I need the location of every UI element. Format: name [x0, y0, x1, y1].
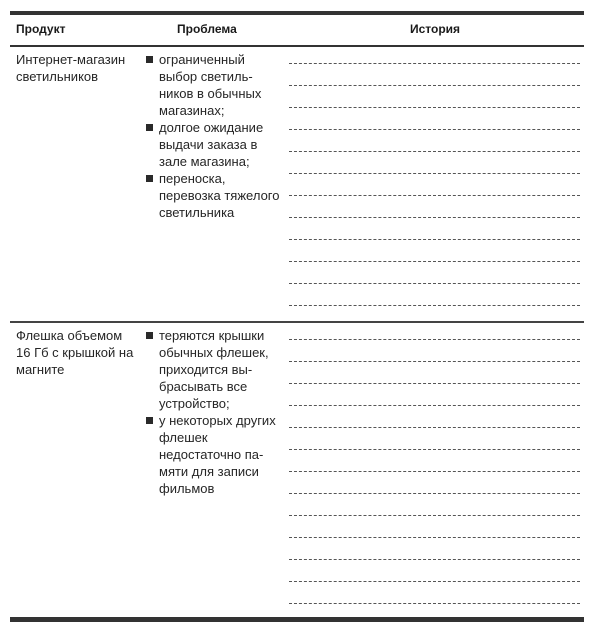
problem-list	[144, 51, 284, 221]
story-write-line[interactable]	[289, 261, 580, 262]
square-bullet-icon	[146, 124, 153, 131]
story-write-line[interactable]	[289, 63, 580, 64]
story-write-line[interactable]	[289, 427, 580, 428]
problem-text: у некоторых других флешек недостаточно па-мяти для записи фильмов	[159, 413, 276, 496]
story-write-line[interactable]	[289, 151, 580, 152]
story-write-line[interactable]	[289, 361, 580, 362]
problem-text: теряются крышки обычных флешек, приходится вы-брасывать все устройство;	[159, 328, 269, 411]
problem-list	[144, 327, 284, 497]
product-cell: Флешка объемом 16 Гб с крышкой на магните	[16, 328, 134, 377]
story-write-line[interactable]	[289, 305, 580, 306]
story-write-line[interactable]	[289, 559, 580, 560]
story-write-line[interactable]	[289, 283, 580, 284]
story-write-line[interactable]	[289, 239, 580, 240]
story-write-line[interactable]	[289, 217, 580, 218]
table-header	[10, 15, 584, 45]
story-write-line[interactable]	[289, 107, 580, 108]
problem-item	[144, 412, 284, 497]
story-write-line[interactable]	[289, 449, 580, 450]
square-bullet-icon	[146, 175, 153, 182]
table-row	[10, 323, 584, 617]
header-story: История	[410, 22, 461, 36]
story-write-line[interactable]	[289, 195, 580, 196]
story-write-line[interactable]	[289, 339, 580, 340]
product-cell: Интернет-магазин светильников	[16, 52, 126, 84]
story-write-line[interactable]	[289, 493, 580, 494]
square-bullet-icon	[146, 332, 153, 339]
problem-text: долгое ожидание выдачи заказа в зале магазина;	[159, 120, 264, 169]
problem-item	[144, 119, 284, 170]
table-bottom-rule	[10, 617, 584, 622]
square-bullet-icon	[146, 56, 153, 63]
story-write-line[interactable]	[289, 537, 580, 538]
story-write-line[interactable]	[289, 603, 580, 604]
table-row	[10, 47, 584, 321]
story-write-line[interactable]	[289, 173, 580, 174]
problem-item	[144, 51, 284, 119]
story-write-line[interactable]	[289, 85, 580, 86]
story-write-line[interactable]	[289, 515, 580, 516]
square-bullet-icon	[146, 417, 153, 424]
header-product: Продукт	[16, 22, 66, 36]
problem-text: ограниченный выбор светиль-ников в обычных магазинах;	[159, 52, 262, 118]
story-write-line[interactable]	[289, 581, 580, 582]
story-write-line[interactable]	[289, 471, 580, 472]
exercise-table	[10, 0, 584, 634]
problem-item	[144, 327, 284, 412]
problem-item	[144, 170, 284, 221]
header-problem: Проблема	[177, 22, 237, 36]
problem-text: переноска, перевозка тяжелого светильника	[159, 171, 280, 220]
story-write-line[interactable]	[289, 383, 580, 384]
story-write-line[interactable]	[289, 129, 580, 130]
story-write-line[interactable]	[289, 405, 580, 406]
